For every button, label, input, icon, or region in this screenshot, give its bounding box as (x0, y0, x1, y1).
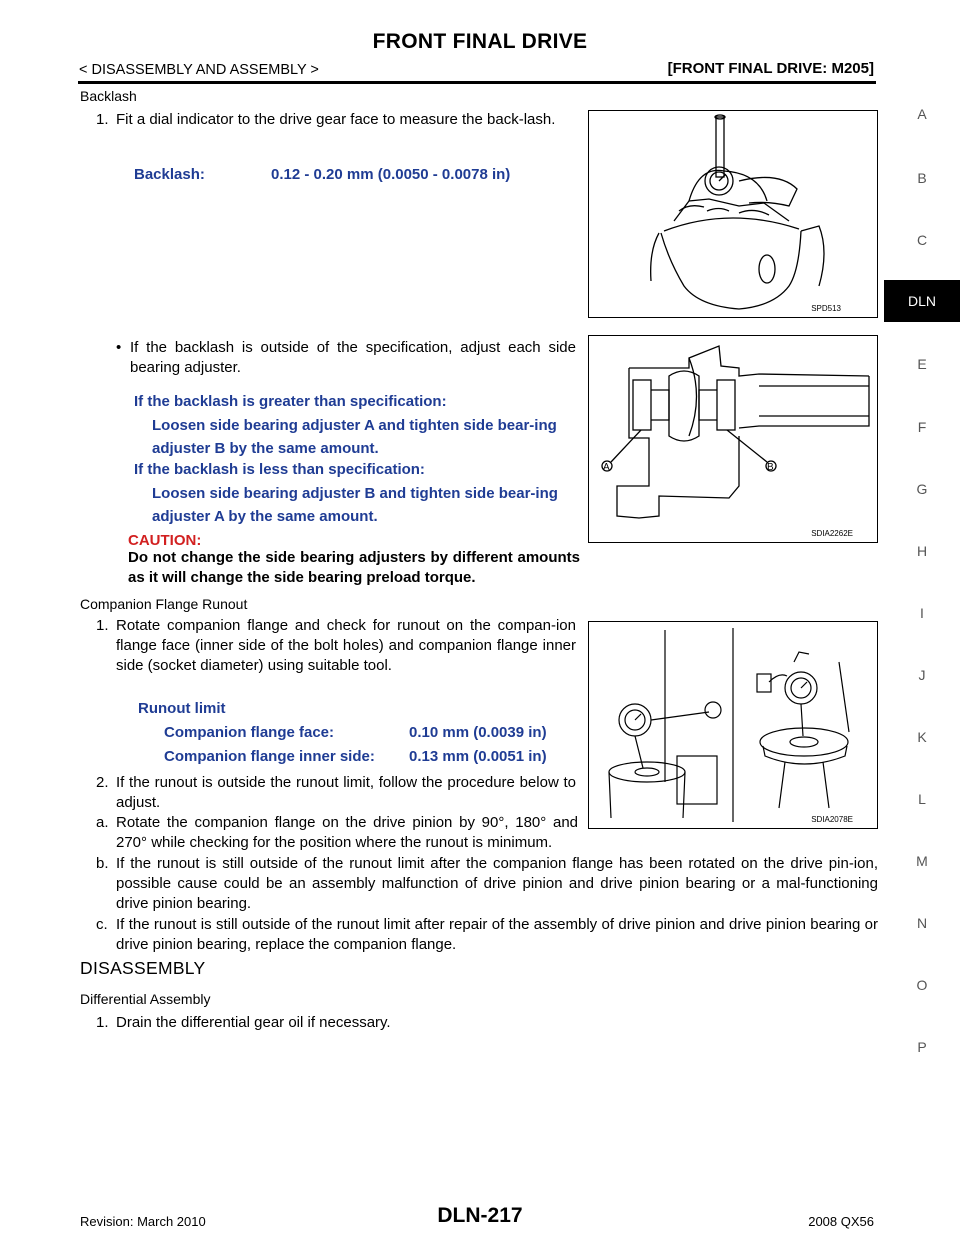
runout-step2-text: If the runout is outside the runout limit, follow the procedure below to adjust. (116, 774, 576, 811)
vehicle-model: 2008 QX56 (808, 1214, 874, 1229)
caution-text: Do not change the side bearing adjusters by different amounts as it will change the side bearing preload torque. (128, 549, 580, 586)
runout-step1-number: 1. (96, 617, 109, 634)
differential-assembly-heading: Differential Assembly (80, 991, 211, 1007)
backlash-adjust-text: If the backlash is outside of the specification, adjust each side bearing adjuster. (130, 339, 576, 376)
tab-o[interactable]: O (916, 977, 928, 993)
tab-a[interactable]: A (917, 106, 927, 122)
section-breadcrumb: < DISASSEMBLY AND ASSEMBLY > (79, 62, 319, 78)
page-number: DLN-217 (437, 1204, 523, 1227)
disassembly-step1-text: Drain the differential gear oil if necessary. (116, 1014, 391, 1031)
greater-text: Loosen side bearing adjuster A and tighten side bear-ing adjuster B by the same amount. (152, 417, 557, 457)
runout-illustration (589, 622, 877, 828)
adjuster-a-label: A (603, 462, 610, 473)
runout-step-c-text: If the runout is still outside of the runout limit after repair of the assembly of drive pinion and drive pinion bearing or drive pinion bearing, replace the companion flange. (116, 916, 878, 953)
flange-inner-value: 0.13 mm (0.0051 in) (409, 748, 547, 765)
revision-date: Revision: March 2010 (80, 1214, 206, 1229)
runout-step-b-number: b. (96, 855, 109, 872)
runout-step-b-text: If the runout is still outside of the runout limit after the companion flange has been rotated on the drive pin-ion, possible cause could be an assembly malfunction of drive pinion and drive pinion bearing or a mal-functioning drive pinion bearing. (116, 855, 878, 912)
less-text: Loosen side bearing adjuster B and tighten side bear-ing adjuster A by the same amount. (152, 485, 558, 525)
greater-label: If the backlash is greater than specification: (134, 393, 447, 410)
runout-heading: Companion Flange Runout (80, 596, 248, 612)
flange-face-label: Companion flange face: (164, 724, 335, 741)
tab-j[interactable]: J (918, 667, 926, 683)
bullet-marker: • (116, 339, 122, 356)
tab-l[interactable]: L (918, 791, 926, 807)
tab-m[interactable]: M (916, 853, 928, 869)
runout-step-a-text: Rotate the companion flange on the drive pinion by 90°, 180° and 270° while checking for the position where the runout is minimum. (116, 814, 578, 851)
runout-step2-number: 2. (96, 774, 109, 791)
side-bearing-illustration (589, 336, 877, 542)
flange-inner-label: Companion flange inner side: (164, 748, 375, 765)
figure-code-spd513: SPD513 (811, 304, 841, 313)
figure-runout-measurement (588, 621, 878, 829)
figure-side-bearing-adjusters (588, 335, 878, 543)
backlash-step1-number: 1. (96, 111, 109, 128)
tab-k[interactable]: K (917, 729, 927, 745)
tab-n[interactable]: N (916, 915, 928, 931)
runout-step-a-number: a. (96, 814, 109, 831)
model-label: [FRONT FINAL DRIVE: M205] (667, 60, 874, 77)
tab-p[interactable]: P (917, 1039, 927, 1055)
tab-i[interactable]: I (920, 605, 924, 621)
dial-indicator-illustration (589, 111, 877, 317)
backlash-spec-value: 0.12 - 0.20 mm (0.0050 - 0.0078 in) (271, 166, 511, 183)
backlash-spec-label: Backlash: (134, 166, 205, 183)
tab-dln[interactable]: DLN (884, 280, 960, 322)
adjuster-b-label: B (767, 462, 774, 473)
page-title: FRONT FINAL DRIVE (372, 30, 588, 53)
tab-g[interactable]: G (916, 481, 928, 497)
tab-e[interactable]: E (917, 356, 927, 372)
flange-face-value: 0.10 mm (0.0039 in) (409, 724, 547, 741)
tab-h[interactable]: H (916, 543, 928, 559)
tab-c[interactable]: C (916, 232, 928, 248)
disassembly-title: DISASSEMBLY (80, 958, 206, 978)
disassembly-step1-number: 1. (96, 1014, 109, 1031)
tab-b[interactable]: B (917, 170, 927, 186)
backlash-heading: Backlash (80, 88, 137, 104)
runout-limit-label: Runout limit (138, 700, 226, 717)
runout-step-c-number: c. (96, 916, 108, 933)
backlash-step1-text: Fit a dial indicator to the drive gear face to measure the back-lash. (116, 111, 556, 128)
figure-code-sdia2078e: SDIA2078E (811, 815, 853, 824)
caution-label: CAUTION: (128, 532, 202, 549)
header-divider (78, 81, 876, 84)
tab-f[interactable]: F (917, 419, 927, 435)
less-label: If the backlash is less than specification: (134, 461, 425, 478)
figure-code-sdia2262e: SDIA2262E (811, 529, 853, 538)
figure-dial-indicator (588, 110, 878, 318)
runout-step1-text: Rotate companion flange and check for runout on the compan-ion flange face (inner side of the bolt holes) and companion flange inner side (socket diameter) using suitable tool. (116, 617, 576, 674)
